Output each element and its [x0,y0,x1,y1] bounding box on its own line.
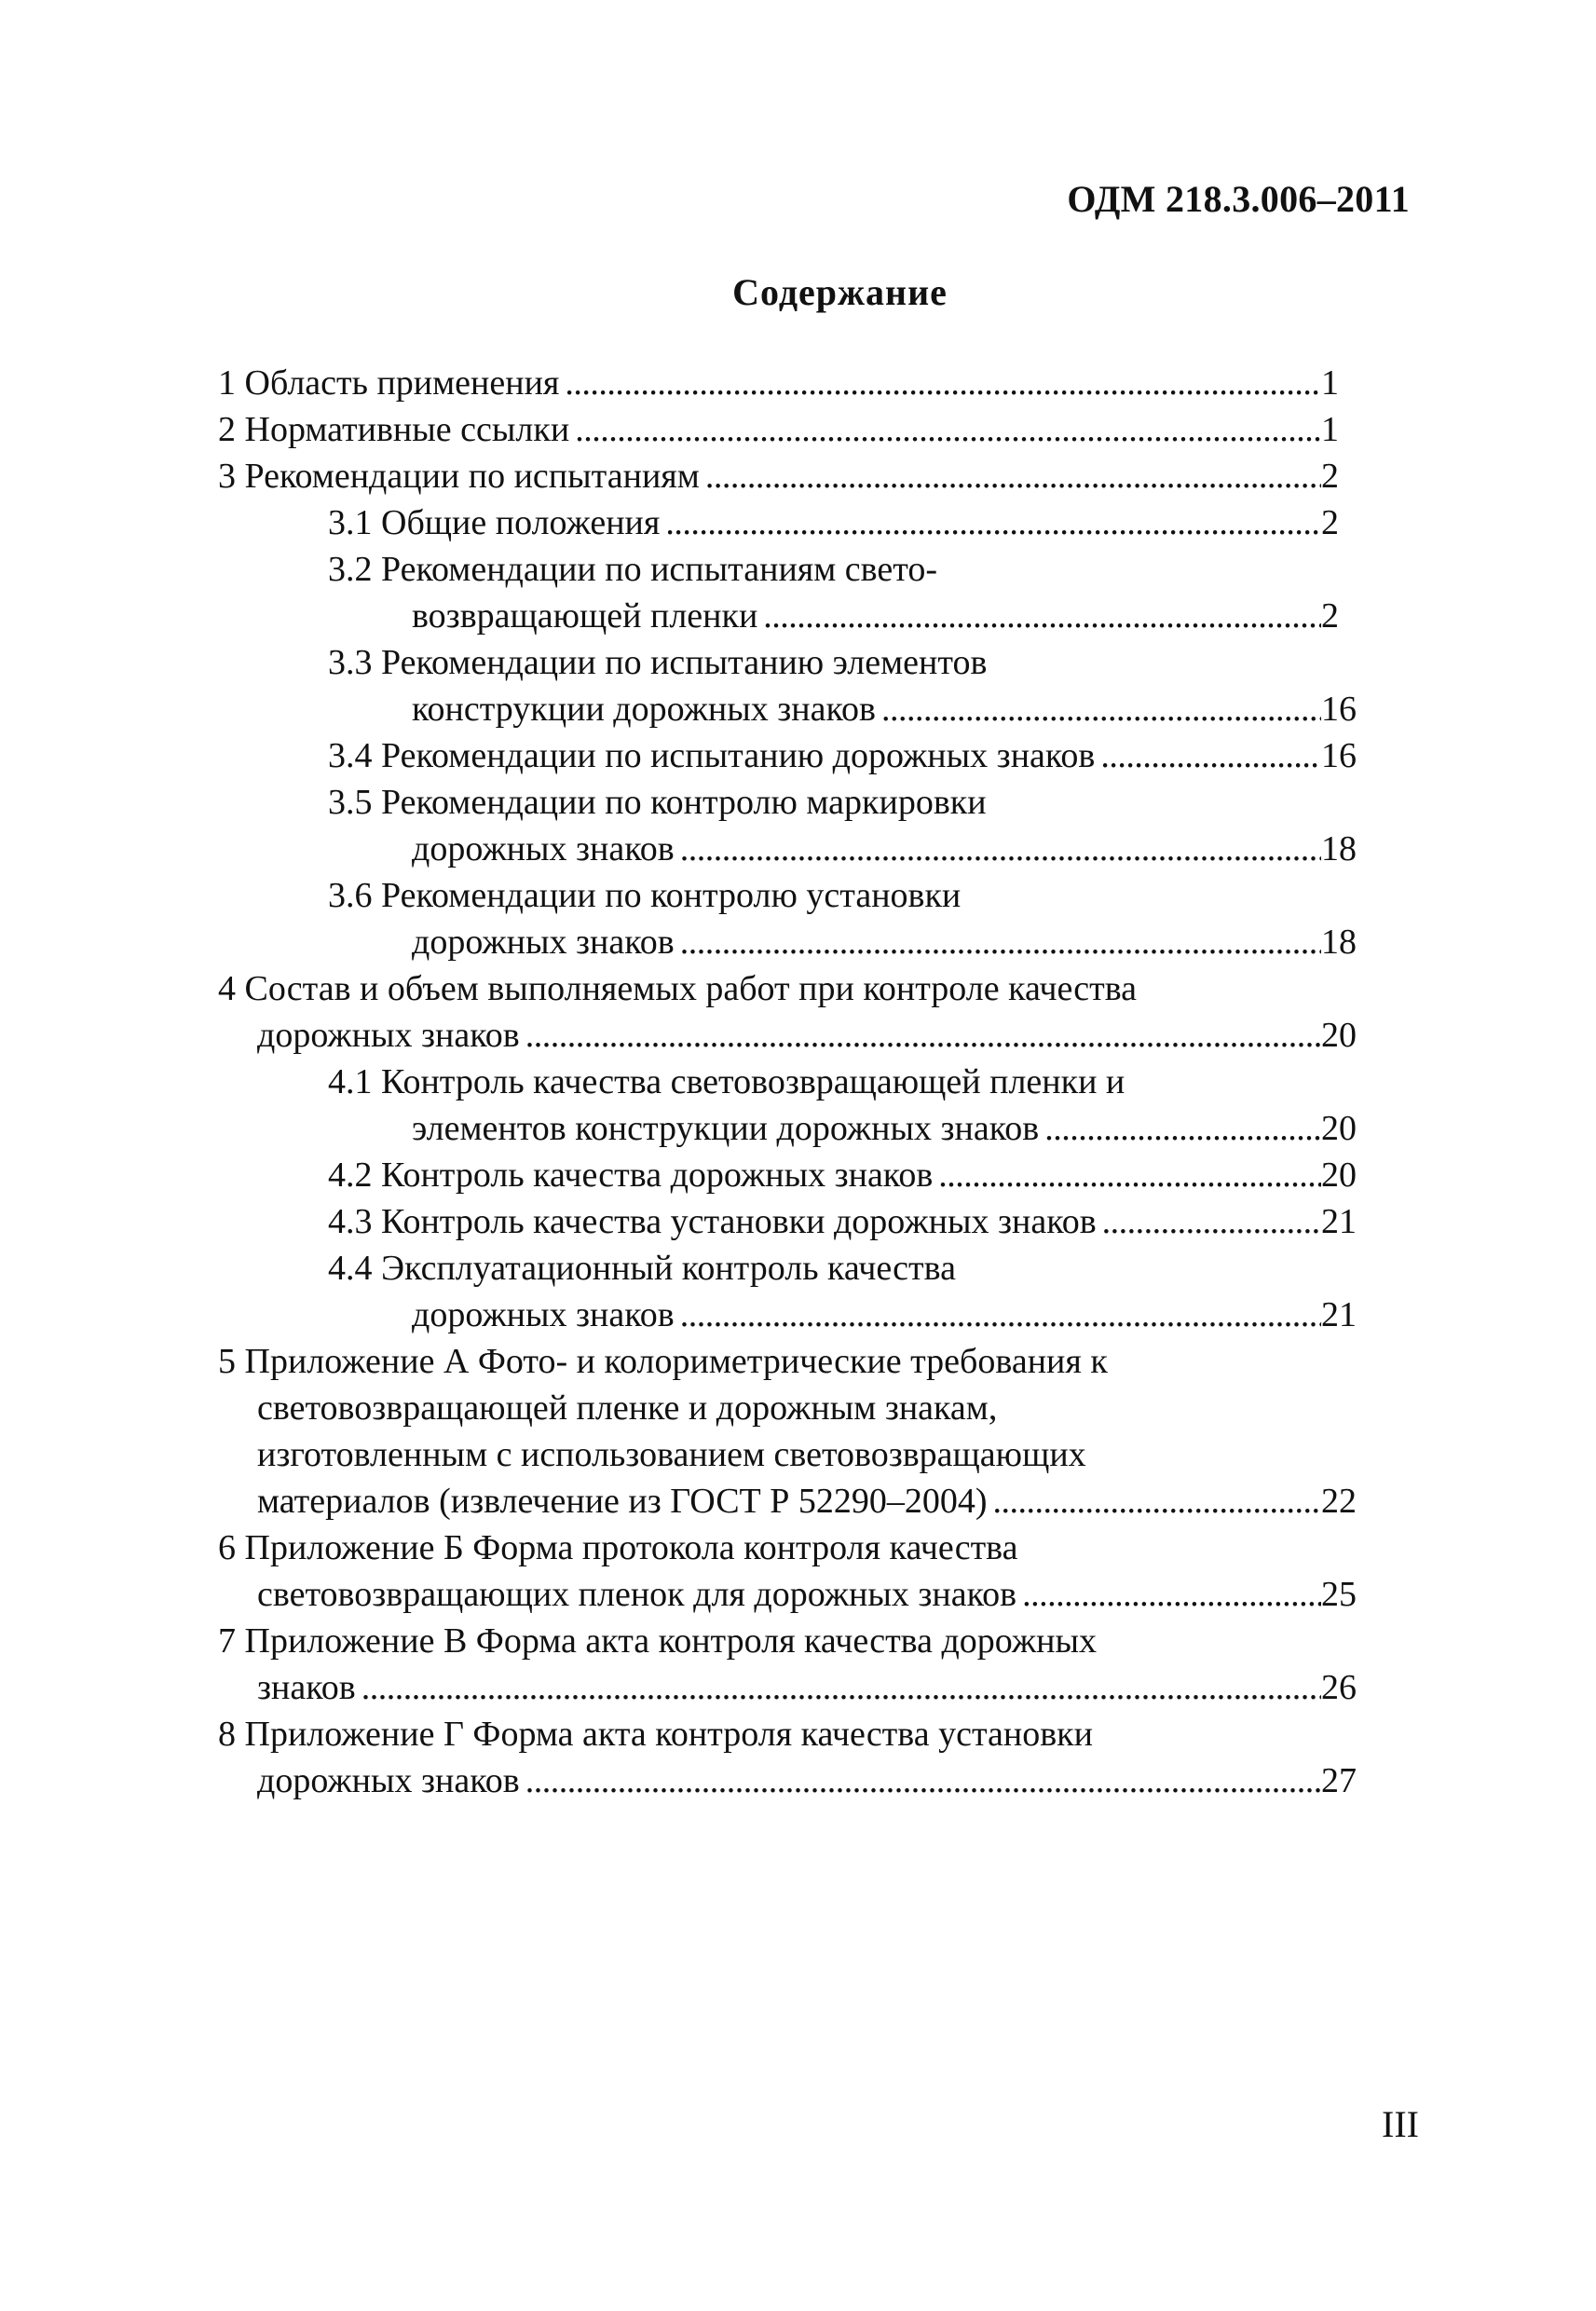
toc-entry-final-line [218,919,1373,965]
toc-entry-text: знаков [257,1668,356,1707]
toc-entry-line [218,779,1373,826]
dot-leader [356,1664,1321,1711]
page-number: III [1382,2103,1419,2145]
toc-page-number: 27 [1321,1761,1357,1800]
toc-entry-text: 4 Состав и объем выполняемых работ при контроле качества [218,969,1138,1008]
toc-page-number: 16 [1321,736,1357,775]
toc-entry [218,499,1373,546]
dot-leader [675,826,1321,872]
toc-entry-final-line [218,1664,1373,1711]
toc-entry-text: 3 Рекомендации по испытаниям [218,457,700,496]
toc-page-number: 2 [1321,596,1339,636]
toc-entry-final-line [218,1571,1373,1618]
toc-entry-text: 4.4 Эксплуатационный контроль качества [328,1249,956,1288]
toc-entry-line [218,1245,1373,1292]
toc-page-number: 20 [1321,1156,1357,1195]
dot-leader [933,1152,1321,1198]
toc-page-number: 2 [1321,457,1339,496]
dot-leader [520,1012,1321,1059]
toc-entry [218,453,1373,499]
toc-entry-text: дорожных знаков [257,1016,520,1055]
dot-leader [559,360,1321,406]
toc-entry-final-line [218,360,1373,406]
dot-leader [520,1757,1321,1804]
toc-page-number: 20 [1321,1016,1357,1055]
toc-entry [218,965,1373,1059]
toc-entry-text: дорожных знаков [412,923,675,962]
toc-entry-text: 4.2 Контроль качества дорожных знаков [328,1156,934,1195]
toc-page-number: 18 [1321,829,1357,868]
document-code: ОДМ 218.3.006–2011 [1067,178,1410,220]
toc-entry-line [218,1431,1373,1478]
toc-entry-final-line [218,826,1373,872]
toc-entry-final-line [218,1757,1373,1804]
dot-leader [1016,1571,1321,1618]
toc-entry [218,732,1373,779]
toc-entry-text: элементов конструкции дорожных знаков [412,1109,1040,1148]
toc-entry-line [218,965,1373,1012]
toc-entry-final-line [218,499,1373,546]
toc-entry-text: 5 Приложение А Фото- и колориметрические требования к [218,1342,1108,1381]
toc-page-number: 21 [1321,1202,1357,1241]
toc-entry-text: материалов (извлечение из ГОСТ Р 52290–2004) [257,1482,988,1521]
toc-entry-final-line [218,1152,1373,1198]
toc-entry-text: 6 Приложение Б Форма протокола контроля качества [218,1528,1018,1567]
toc-entry-text: дорожных знаков [412,829,675,868]
toc-entry-text: 3.6 Рекомендации по контролю установки [328,876,962,915]
toc-entry-text: 8 Приложение Г Форма акта контроля качества установки [218,1715,1093,1754]
dot-leader [757,593,1321,639]
toc-page-number: 16 [1321,690,1357,729]
toc-entry-text: 4.3 Контроль качества установки дорожных знаков [328,1202,1097,1241]
toc-entry-line [218,872,1373,919]
toc-entry-text: 4.1 Контроль качества световозвращающей пленки и [328,1062,1125,1101]
toc-entry-line [218,1711,1373,1757]
toc-entry-text: 7 Приложение В Форма акта контроля качества дорожных [218,1621,1097,1661]
toc-entry-text: 3.3 Рекомендации по испытанию элементов [328,643,988,682]
toc-entry-text: 3.2 Рекомендации по испытаниям свето- [328,550,938,589]
toc-page-number: 25 [1321,1575,1357,1614]
toc-entry-line [218,1525,1373,1571]
toc-entry [218,1618,1373,1711]
toc-entry [218,1338,1373,1525]
toc-entry-text: 3.1 Общие положения [328,503,661,542]
toc-entry [218,546,1373,639]
toc-entry [218,1198,1373,1245]
toc-entry-final-line [218,406,1373,453]
toc-page-number: 21 [1321,1295,1357,1334]
toc-entry-final-line [218,1478,1373,1525]
dot-leader [988,1478,1321,1525]
toc-entry [218,1245,1373,1338]
dot-leader [700,453,1321,499]
toc-entry [218,1525,1373,1618]
toc-entry-text: дорожных знаков [412,1295,675,1334]
dot-leader [660,499,1321,546]
toc-page-number: 22 [1321,1482,1357,1521]
toc-page-number: 1 [1321,410,1339,449]
toc-title: Содержание [732,271,948,313]
dot-leader [876,686,1321,732]
toc-entry [218,639,1373,732]
toc-entry-text: 3.5 Рекомендации по контролю маркировки [328,783,987,822]
toc-entry [218,360,1373,406]
toc-entry-line [218,546,1373,593]
dot-leader [675,1292,1321,1338]
toc-entry-text: изготовленным с использованием световозвращающих [257,1435,1086,1474]
table-of-contents [218,360,1373,1804]
toc-entry [218,779,1373,872]
toc-entry-text: конструкции дорожных знаков [412,690,876,729]
toc-entry [218,1059,1373,1152]
toc-entry [218,1711,1373,1804]
toc-entry-final-line [218,593,1373,639]
dot-leader [675,919,1321,965]
toc-entry-final-line [218,1292,1373,1338]
toc-entry-line [218,1338,1373,1385]
toc-entry-text: 1 Область применения [218,363,560,403]
dot-leader [1095,732,1321,779]
toc-entry-line [218,1385,1373,1431]
toc-entry-line [218,1618,1373,1664]
toc-entry-text: 2 Нормативные ссылки [218,410,570,449]
toc-entry-final-line [218,1198,1373,1245]
toc-entry-final-line [218,453,1373,499]
toc-entry [218,1152,1373,1198]
toc-page-number: 1 [1321,363,1339,403]
toc-entry-final-line [218,732,1373,779]
toc-page-number: 20 [1321,1109,1357,1148]
dot-leader [569,406,1321,453]
toc-page-number: 26 [1321,1668,1357,1707]
toc-entry-final-line [218,1105,1373,1152]
toc-entry-text: дорожных знаков [257,1761,520,1800]
dot-leader [1039,1105,1321,1152]
toc-entry-final-line [218,1012,1373,1059]
toc-page-number: 2 [1321,503,1339,542]
toc-entry-text: световозвращающей пленке и дорожным знакам, [257,1388,998,1428]
toc-entry-line [218,639,1373,686]
toc-entry [218,872,1373,965]
dot-leader [1097,1198,1321,1245]
toc-entry-line [218,1059,1373,1105]
toc-entry-text: возвращающей пленки [412,596,758,636]
toc-entry-text: 3.4 Рекомендации по испытанию дорожных знаков [328,736,1096,775]
toc-entry-final-line [218,686,1373,732]
toc-page-number: 18 [1321,923,1357,962]
toc-entry-text: световозвращающих пленок для дорожных знаков [257,1575,1017,1614]
toc-entry [218,406,1373,453]
